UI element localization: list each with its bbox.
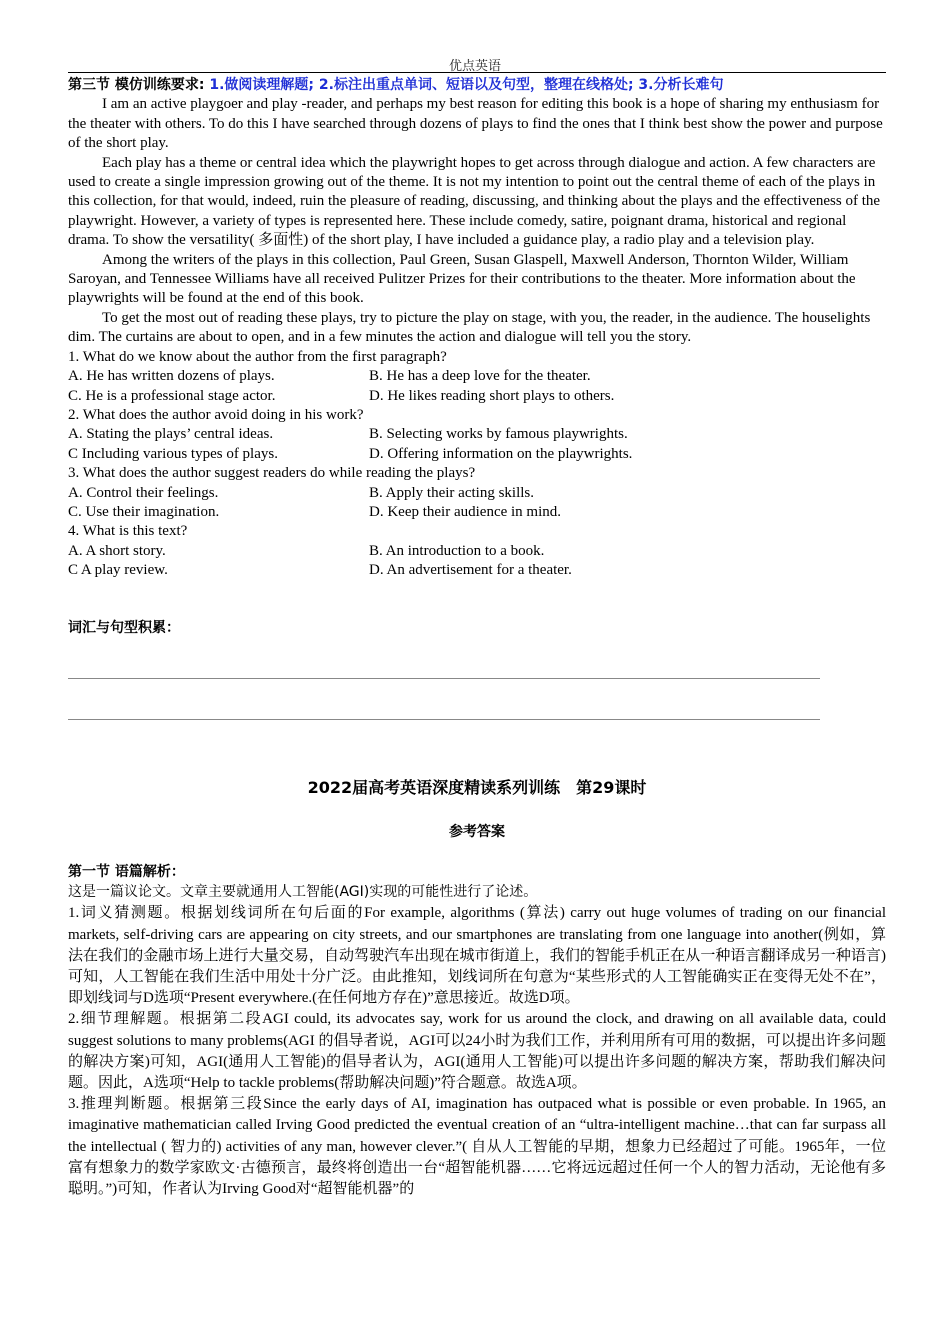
answer-section-title: 第一节 语篇解析： <box>68 863 185 880</box>
question-block <box>68 406 886 464</box>
option-b: B. He has a deep love for the theater. <box>369 368 591 385</box>
option-c: C A play review. <box>68 562 168 579</box>
option-a: A. A short story. <box>68 542 166 559</box>
passage-paragraph: To get the most out of reading these plays, try to picture the play on stage, with you, the reader, in the audience. The houselights dim. The curtains are about to open, and in a few minutes the action and dialogue will tell you the story. <box>68 309 871 346</box>
section-requirements: 1.做阅读理解题; 2.标注出重点单词、短语以及句型，整理在线格处; 3.分析长难句 <box>209 77 724 93</box>
writing-line <box>68 678 820 679</box>
question-block <box>68 464 886 522</box>
question-stem: 3. What does the author suggest readers do while reading the plays? <box>68 465 476 482</box>
section-title <box>68 76 886 95</box>
option-a: A. He has written dozens of plays. <box>68 368 275 385</box>
answer-paragraph: 2.细节理解题。根据第二段AGI could, its advocates say, work for us around the clock, and drawing on all available data, could suggest solutions to many problems(AGI 的倡导者说，AGI可以24小时为我们工作，并利用所有可用的数据，可以提出许多问题的解决方案)可知，AGI(通用人工智能)的倡导者认为，AGI(通用人工智能)可以提出许多问题的解决方案，帮助我们解决问题。因此，A选项“Help to tackle problems(帮助解决问题)”符合题意。故选A项。 <box>68 1011 886 1092</box>
option-c: C Including various types of plays. <box>68 445 278 462</box>
option-c: C. Use their imagination. <box>68 503 220 520</box>
answer-paragraph: 3.推理判断题。根据第三段Since the early days of AI, imagination has outpaced what is possible or even probable. In 1965, an imaginative mathematician called Irving Good predicted the eventual creation of an “ultra-intelligent machine…that can far surpass all the intellectual ( 智力的) activities of any man, however clever.”( 自从人工智能的早期，想象力已经超过了可能。1965年，一位富有想象力的数学家欧文·古德预言，最终将创造出一台“超智能机器……它将远远超过任何一个人的智力活动，无论他有多聪明。”)可知，作者认为Irving Good对“超智能机器”的 <box>68 1096 886 1198</box>
question-block <box>68 522 886 580</box>
passage-paragraph: I am an active playgoer and play -reader, and perhaps my best reason for editing this book is a hope of sharing my enthusiasm for the theater with others. To do this I have searched through dozens of plays to find the ones that I think best show the power and purpose of the short play. <box>68 96 883 152</box>
option-c: C. He is a professional stage actor. <box>68 387 276 404</box>
option-d: D. An advertisement for a theater. <box>369 562 572 579</box>
question-stem: 2. What does the author avoid doing in his work? <box>68 406 364 423</box>
option-b: B. Selecting works by famous playwrights. <box>369 426 628 443</box>
option-b: B. An introduction to a book. <box>369 542 545 559</box>
question-block <box>68 348 886 406</box>
answer-paragraph: 1.词义猜测题。根据划线词所在句后面的For example, algorithms (算法) carry out huge volumes of trading on our financial markets, self-driving cars are appearing on city streets, and our smartphones are translating from one language into another(例如，算法在我们的金融市场上进行大量交易，自动驾驶汽车出现在城市街道上，我们的智能手机正在从一种语言翻译成另一种语言)可知，人工智能在我们生活中用处十分广泛。由此推知，划线词所在句意为“某些形式的人工智能确实正在变得无处不在”，即划线词与D选项“Present everywhere.(在任何地方存在)”意思接近。故选D项。 <box>68 905 886 1007</box>
question-stem: 4. What is this text? <box>68 523 188 540</box>
header-divider <box>68 72 886 73</box>
vocab-label: 词汇与句型积累： <box>68 619 180 636</box>
question-stem: 1. What do we know about the author from the first paragraph? <box>68 348 447 365</box>
passage-paragraph: Each play has a theme or central idea which the playwright hopes to get across through dialogue and action. A few characters are used to create a single impression growing out of the theme. It is not my intention to point out the central theme of each of the plays in this collection, for that would, indeed, ruin the pleasure of reading, discussing, and thinking about the plays and the effectiveness of the playwright. However, a variety of types is represented here. These include comedy, satire, poignant drama, historical and regional drama. To show the versatility( 多面性) of the short play, I have included a guidance play, a radio play and a television play. <box>68 154 881 249</box>
answer-subtitle: 参考答案 <box>449 824 505 841</box>
answer-body <box>68 882 886 1200</box>
option-d: D. He likes reading short plays to others. <box>369 387 615 404</box>
writing-line <box>68 719 820 720</box>
option-a: A. Control their feelings. <box>68 484 219 501</box>
option-a: A. Stating the plays’ central ideas. <box>68 426 274 443</box>
option-b: B. Apply their acting skills. <box>369 484 534 501</box>
passage-paragraph: Among the writers of the plays in this collection, Paul Green, Susan Glaspell, Maxwell Anderson, Thornton Wilder, William Saroyan, and Tennessee Williams have all received Pulitzer Prizes for their contributions to the theater. More information about the playwrights will be found at the end of this book. <box>68 251 856 307</box>
answer-paragraph: 这是一篇议论文。文章主要就通用人工智能(AGI)实现的可能性进行了论述。 <box>68 884 538 901</box>
page-header: 优点英语 <box>448 59 501 74</box>
document-body <box>68 76 886 1200</box>
option-d: D. Keep their audience in mind. <box>369 503 562 520</box>
answer-title: 2022届高考英语深度精读系列训练 第29课时 <box>307 777 647 797</box>
option-d: D. Offering information on the playwrights. <box>369 445 633 462</box>
section-label: 第三节 模仿训练要求: <box>68 77 210 93</box>
